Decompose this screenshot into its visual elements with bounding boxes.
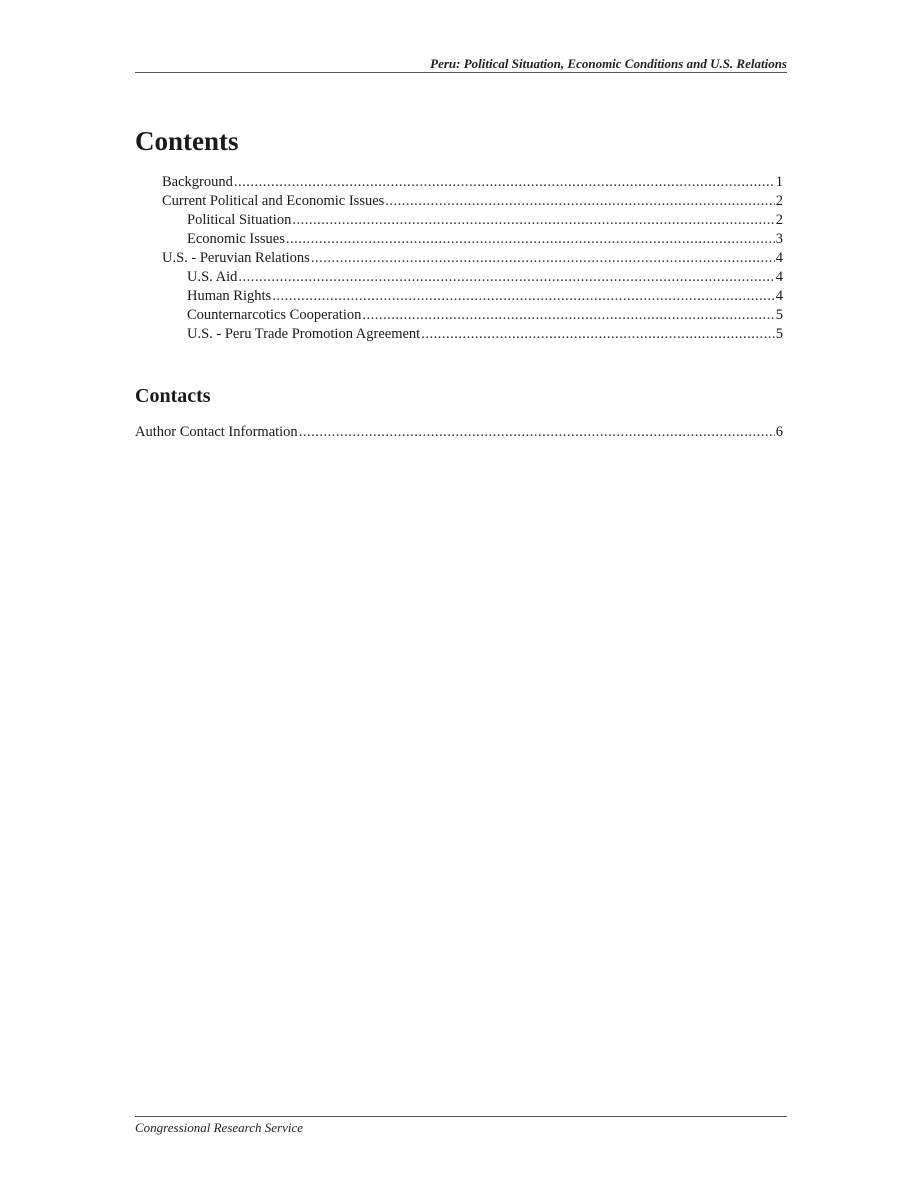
toc-entry-author-contact[interactable] — [135, 423, 783, 442]
dot-leader — [299, 423, 775, 442]
toc-entry-background[interactable] — [162, 173, 783, 192]
dot-leader — [272, 287, 775, 306]
toc-entry-page: 1 — [775, 174, 783, 190]
toc-entry-counternarcotics[interactable] — [187, 306, 783, 325]
toc-entry-page: 5 — [775, 326, 783, 342]
toc-entry-political-situation[interactable] — [187, 211, 783, 230]
toc-entry-page: 4 — [775, 269, 783, 285]
toc-entry-title: Current Political and Economic Issues — [162, 193, 385, 209]
toc-entry-page: 3 — [775, 231, 783, 247]
toc-entry-title: U.S. Aid — [187, 269, 238, 285]
toc-entry-page: 2 — [775, 193, 783, 209]
toc-entry-page: 6 — [775, 424, 783, 440]
toc-entry-current-issues[interactable] — [162, 192, 783, 211]
toc-entry-page: 4 — [775, 250, 783, 266]
dot-leader — [238, 268, 774, 287]
toc-entry-us-aid[interactable] — [187, 268, 783, 287]
dot-leader — [286, 230, 775, 249]
toc-entry-title: Counternarcotics Cooperation — [187, 307, 362, 323]
toc-entry-page: 4 — [775, 288, 783, 304]
toc-entry-title: Human Rights — [187, 288, 272, 304]
toc-entry-title: U.S. - Peru Trade Promotion Agreement — [187, 326, 421, 342]
toc-entry-title: U.S. - Peruvian Relations — [162, 250, 310, 266]
toc-entry-title: Author Contact Information — [135, 424, 298, 440]
running-header: Peru: Political Situation, Economic Conditions and U.S. Relations — [430, 56, 787, 71]
dot-leader — [362, 306, 774, 325]
dot-leader — [234, 173, 775, 192]
footer-rule — [135, 1116, 787, 1117]
toc-entry-trade-agreement[interactable] — [187, 325, 783, 344]
toc-entry-title: Background — [162, 174, 233, 190]
header-rule — [135, 72, 787, 73]
toc-entry-human-rights[interactable] — [187, 287, 783, 306]
contents-heading: Contents — [135, 126, 239, 156]
contents-list — [0, 173, 920, 344]
toc-entry-page: 2 — [775, 212, 783, 228]
running-footer: Congressional Research Service — [135, 1120, 303, 1135]
dot-leader — [292, 211, 774, 230]
toc-entry-us-peruvian-relations[interactable] — [162, 249, 783, 268]
toc-entry-economic-issues[interactable] — [187, 230, 783, 249]
dot-leader — [421, 325, 775, 344]
toc-entry-page: 5 — [775, 307, 783, 323]
toc-entry-title: Political Situation — [187, 212, 292, 228]
toc-entry-title: Economic Issues — [187, 231, 285, 247]
contacts-heading: Contacts — [135, 385, 211, 407]
contacts-list — [0, 423, 920, 442]
dot-leader — [385, 192, 774, 211]
dot-leader — [311, 249, 775, 268]
